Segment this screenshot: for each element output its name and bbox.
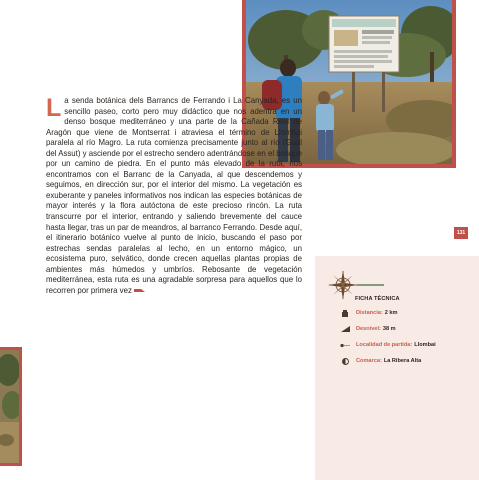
- start-point-label: Localidad de partida:: [356, 342, 413, 348]
- route-description-text: a senda botánica dels Barrancs de Ferrando i La Canyada, es un sencillo paseo, corto pero muy didáctico que nos adentra en un denso bosque mediterráneo y una parte de la Cañada Real de Aragón que viene de Montserrat i atraviesa el término de Llombai paralela al río Magro. La ruta comienza precisamente junto al río (Gual del Assut) y asciende por el estrecho sendero adentrándose en el bosque por un camino de piedra. En el punto más elevado de la ruta, nos encontramos con el Barranc de la Canyada, al que descendemos y seguimos, en dirección sur, por el interior del mismo. La vegetación es exuberante y paneles informativos nos indican las especies botánicas de mayor interés y la flora autóctona de este precioso rincón. La ruta transcurre por el interior, entrando y saliendo brevemente del cauce hasta llegar, tras un par de meandros, al barranco Ferrando. Desde aquí, el itinerario botánico vuelve al punto de inicio, buscando el paso por estrechas sendas paralelas al lecho, en un entorno mágico, un ecosistema puro, selvático, donde crecen aquellas plantas propias de ambientes más húmedos y umbríos. Rebosante de vegetación mediterránea, esta ruta es una agradable sorpresa para aquellos que lo recorren por primera vez: [46, 96, 302, 295]
- distance-label: Distancia:: [356, 310, 383, 316]
- end-mark-icon: [134, 288, 145, 293]
- elevation-icon: [340, 326, 350, 332]
- side-photo: [0, 347, 22, 466]
- start-point-icon: [340, 343, 350, 348]
- region-value: La Ribera Alta: [383, 358, 422, 364]
- page-number: 131: [454, 227, 468, 239]
- distance-icon: [340, 310, 350, 317]
- region-row: [340, 357, 421, 365]
- technical-sheet-title: FICHA TÉCNICA: [355, 296, 400, 302]
- region-icon: [340, 358, 350, 365]
- side-photo-image: [0, 350, 19, 466]
- region-label: Comarca:: [356, 358, 382, 364]
- compass-rose-icon: [328, 269, 384, 311]
- distance-value: 2 km: [384, 310, 398, 316]
- elevation-value: 38 m: [382, 326, 396, 332]
- elevation-label: Desnivel:: [356, 326, 381, 332]
- drop-cap: L: [46, 94, 62, 122]
- route-description: [46, 96, 302, 296]
- elevation-row: [340, 325, 396, 333]
- start-point-row: [340, 341, 436, 349]
- technical-sheet-panel: [315, 256, 479, 480]
- route-description-paragraph: [46, 96, 302, 296]
- start-point-value: Llombai: [414, 342, 436, 348]
- distance-row: [340, 309, 397, 317]
